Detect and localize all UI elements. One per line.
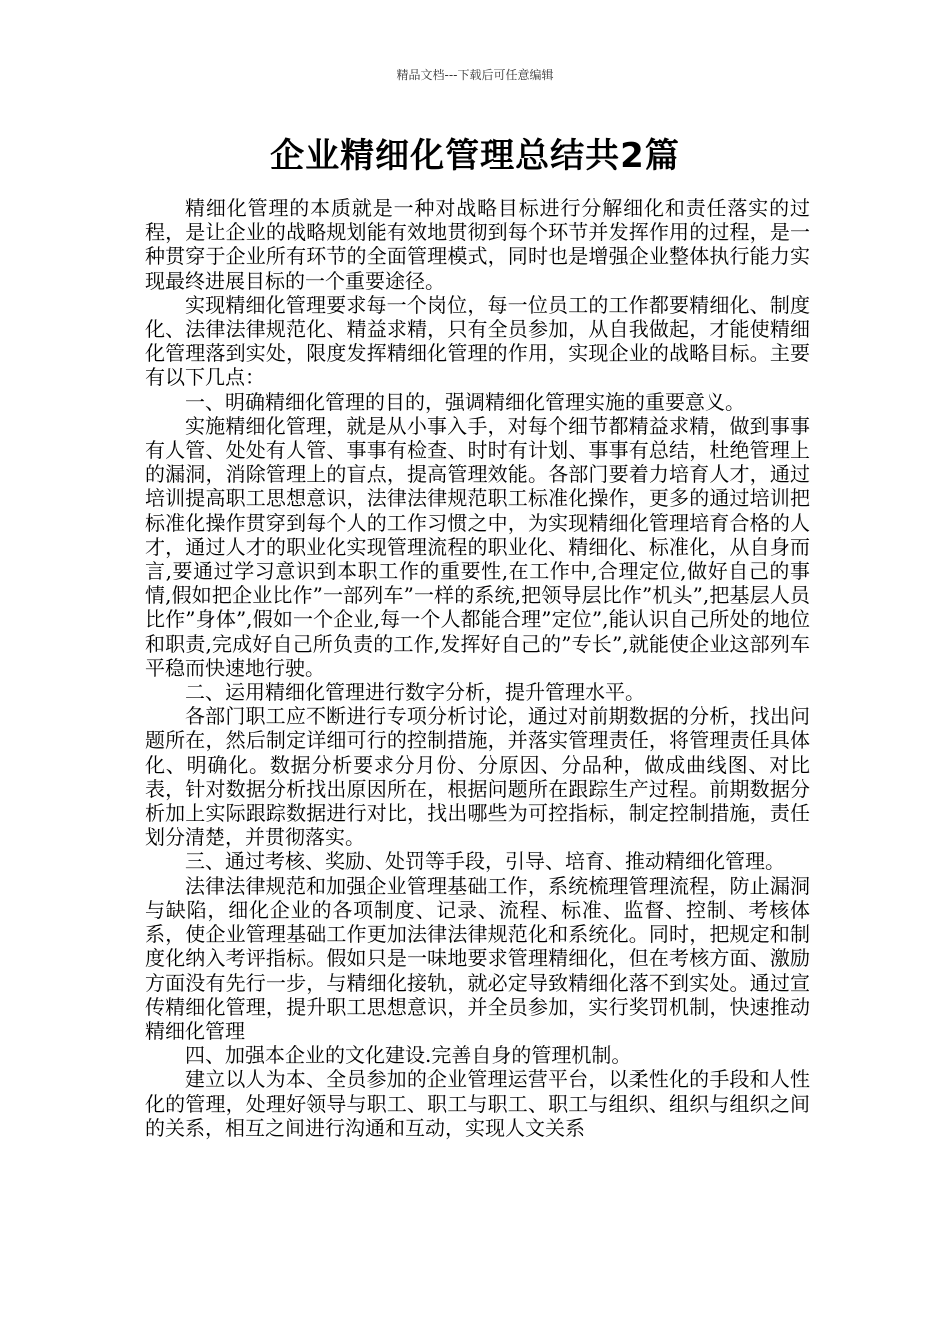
document-body — [145, 196, 810, 1140]
paragraph: 实施精细化管理，就是从小事入手，对每个细节都精益求精，做到事事有人管、处处有人管、事事有检查、时时有计划、事事有总结，杜绝管理上的漏洞，消除管理上的盲点，提高管理效能。各部门要着力培育人才，通过培训提高职工思想意识，法律法律规范职工标准化操作，更多的通过培训把标准化操作贯穿到每个人的工作习惯之中，为实现精细化管理培育合格的人才，通过人才的职业化实现管理流程的职业化、精细化、标准化，从自身而言,要通过学习意识到本职工作的重要性,在工作中,合理定位,做好自己的事情,假如把企业比作”一部列车”一样的系统,把领导层比作”机头”,把基层人员比作”身体”,假如一个企业,每一个人都能合理”定位”,能认识自己所处的地位和职责,完成好自己所负责的工作,发挥好自己的”专长”,就能使企业这部列车平稳而快速地行驶。 — [145, 413, 810, 680]
paragraph: 建立以人为本、全员参加的企业管理运营平台，以柔性化的手段和人性化的管理，处理好领导与职工、职工与职工、职工与组织、组织与组织之间的关系，相互之间进行沟通和互动，实现人文关系 — [145, 1067, 810, 1140]
section-heading: 一、明确精细化管理的目的，强调精细化管理实施的重要意义。 — [185, 389, 745, 414]
document-title: 企业精细化管理总结共2篇 — [270, 136, 680, 176]
page-header: 精品文档---下载后可任意编辑 — [396, 68, 554, 82]
section-heading: 三、通过考核、奖励、处罚等手段，引导、培育、推动精细化管理。 — [185, 849, 785, 874]
paragraph: 精细化管理的本质就是一种对战略目标进行分解细化和责任落实的过程，是让企业的战略规划能有效地贯彻到每个环节并发挥作用的过程，是一种贯穿于企业所有环节的全面管理模式，同时也是增强企业整体执行能力实现最终进展目标的一个重要途径。 — [145, 196, 810, 293]
paragraph: 各部门职工应不断进行专项分析讨论，通过对前期数据的分析，找出问题所在，然后制定详细可行的控制措施，并落实管理责任，将管理责任具体化、明确化。数据分析要求分月份、分原因、分品种，做成曲线图、对比表，针对数据分析找出原因所在，根据问题所在跟踪生产过程。前期数据分析加上实际跟踪数据进行对比，找出哪些为可控指标，制定控制措施，责任划分清楚，并贯彻落实。 — [145, 704, 810, 850]
paragraph: 法律法律规范和加强企业管理基础工作，系统梳理管理流程，防止漏洞与缺陷，细化企业的各项制度、记录、流程、标准、监督、控制、考核体系，使企业管理基础工作更加法律法律规范化和系统化。同时，把规定和制度化纳入考评指标。假如只是一味地要求管理精细化，但在考核方面、激励方面没有先行一步，与精细化接轨，就必定导致精细化落不到实处。通过宣传精细化管理，提升职工思想意识，并全员参加，实行奖罚机制，快速推动精细化管理 — [145, 873, 810, 1043]
section-heading: 二、运用精细化管理进行数字分析，提升管理水平。 — [185, 680, 645, 705]
section-heading: 四、加强本企业的文化建设.完善自身的管理机制。 — [185, 1043, 632, 1068]
paragraph: 实现精细化管理要求每一个岗位，每一位员工的工作都要精细化、制度化、法律法律规范化、精益求精，只有全员参加，从自我做起，才能使精细化管理落到实处，限度发挥精细化管理的作用，实现企业的战略目标。主要有以下几点： — [145, 292, 810, 390]
